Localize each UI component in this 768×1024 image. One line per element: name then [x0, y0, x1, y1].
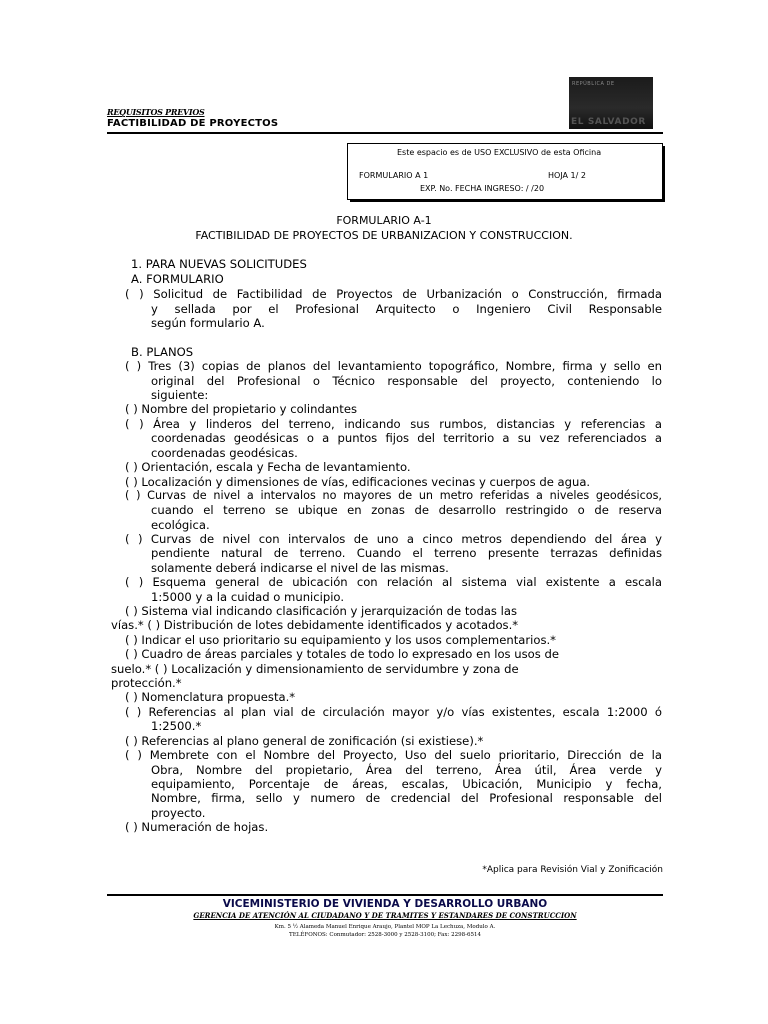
form-subtitle: FACTIBILIDAD DE PROYECTOS DE URBANIZACION Y CONSTRUCCION.: [195, 229, 573, 242]
list-item-continuation: protección.*: [111, 676, 182, 690]
list-item-continuation: Obra, Nombre del propietario, Área del terreno, Área útil, Área verde y: [151, 763, 662, 777]
footer-phones: TELÉFONOS: Conmutador: 2528-3000 y 2528-3100; Fax: 2298-6514: [289, 932, 481, 938]
subsection-heading: B. PLANOS: [131, 345, 194, 359]
list-item: ( ) Sistema vial indicando clasificación y jerarquización de todas las: [125, 604, 518, 618]
office-use-note: Este espacio es de USO EXCLUSIVO de esta Oficina: [397, 148, 602, 157]
subsection-heading: A. FORMULARIO: [131, 272, 224, 286]
list-item-continuation: coordenadas geodésicas.: [151, 446, 298, 460]
list-item-continuation: siguiente:: [151, 388, 209, 402]
list-item-continuation: equipamiento, Porcentaje de áreas, escalas, Ubicación, Municipio y fecha,: [151, 777, 662, 791]
list-item: ( ) Membrete con el Nombre del Proyecto, Uso del suelo prioritario, Dirección de la: [125, 748, 662, 762]
list-item: ( ) Orientación, escala y Fecha de levantamiento.: [125, 460, 411, 474]
logo-top-text: REPÚBLICA DE: [572, 81, 615, 87]
header-title: FACTIBILIDAD DE PROYECTOS: [107, 118, 279, 129]
list-item-continuation: coordenadas geodésicas o a puntos fijos del territorio a su vez referenciados a: [151, 431, 662, 445]
list-item: ( ) Tres (3) copias de planos del levantamiento topográfico, Nombre, firma y sello en: [125, 359, 662, 373]
list-item-continuation: 1:5000 y a la cuidad o municipio.: [151, 590, 345, 604]
list-item-continuation: original del Profesional o Técnico responsable del proyecto, conteniendo lo: [151, 374, 662, 388]
list-item: ( ) Referencias al plan vial de circulación mayor y/o vías existentes, escala 1:2000 ó: [125, 705, 662, 719]
list-item-continuation: proyecto.: [151, 806, 206, 820]
list-item-continuation: Nombre, firma, sello y numero de credencial del Profesional responsable del: [151, 791, 662, 805]
expedient-field: EXP. No. FECHA INGRESO: / /20: [420, 184, 545, 193]
form-title: FORMULARIO A-1: [336, 214, 432, 227]
list-item: ( ) Curvas de nivel a intervalos no mayores de un metro referidas a niveles geodésicos,: [125, 489, 662, 502]
logo-text: EL SALVADOR: [571, 117, 646, 127]
list-item-continuation: cuando el terreno se ubique en zonas de desarrollo restringido o de reserva: [151, 503, 662, 517]
section-heading: 1. PARA NUEVAS SOLICITUDES: [131, 257, 307, 271]
office-use-box: [347, 143, 663, 200]
list-item-continuation: según formulario A.: [151, 316, 265, 330]
footer-organization: VICEMINISTERIO DE VIVIENDA Y DESARROLLO URBANO: [222, 898, 548, 910]
list-item: ( ) Localización y dimensiones de vías, edificaciones vecinas y cuerpos de agua.: [125, 475, 591, 489]
list-item-continuation: pendiente natural de terreno. Cuando el terreno presente terrazas definidas: [151, 546, 662, 560]
list-item: suelo.* ( ) Localización y dimensionamiento de servidumbre y zona de: [111, 662, 519, 676]
page-number: HOJA 1/ 2: [548, 171, 586, 180]
list-item-continuation: 1:2500.*: [151, 719, 202, 733]
list-item: ( ) Esquema general de ubicación con relación al sistema vial existente a escala: [125, 575, 662, 589]
list-item-continuation: solamente deberá indicarse el nivel de las mismas.: [151, 561, 449, 575]
list-item: ( ) Solicitud de Factibilidad de Proyectos de Urbanización o Construcción, firmada: [125, 287, 662, 301]
footer-address: Km. 5 ½ Alameda Manuel Enrique Araujo, Plantel MOP La Lechuza, Modulo A.: [274, 924, 496, 930]
footer-department: GERENCIA DE ATENCIÓN AL CIUDADANO Y DE TRAMITES Y ESTANDARES DE CONSTRUCCION: [193, 911, 577, 920]
list-item: ( ) Curvas de nivel con intervalos de uno a cinco metros dependiendo del área y: [125, 532, 662, 546]
list-item: ( ) Referencias al plano general de zonificación (si existiese).*: [125, 734, 484, 748]
footer-divider: [107, 894, 663, 896]
list-item: ( ) Indicar el uso prioritario su equipamiento y los usos complementarios.*: [125, 633, 556, 647]
list-item: ( ) Numeración de hojas.: [125, 820, 269, 834]
list-item: ( ) Área y linderos del terreno, indicando sus rumbos, distancias y referencias a: [125, 417, 662, 431]
form-code: FORMULARIO A 1: [359, 171, 429, 180]
list-item: ( ) Nombre del propietario y colindantes: [125, 402, 357, 416]
government-logo: [569, 77, 653, 129]
list-item: vías.* ( ) Distribución de lotes debidamente identificados y acotados.*: [111, 618, 519, 632]
footnote: *Aplica para Revisión Vial y Zonificación: [482, 865, 663, 875]
list-item-continuation: y sellada por el Profesional Arquitecto o Ingeniero Civil Responsable: [151, 302, 662, 316]
list-item-continuation: ecológica.: [151, 518, 210, 532]
header-divider: [107, 132, 663, 134]
list-item: ( ) Nomenclatura propuesta.*: [125, 690, 296, 704]
list-item: ( ) Cuadro de áreas parciales y totales de todo lo expresado en los usos de: [125, 647, 559, 661]
header-small-label: REQUISITOS PREVIOS: [107, 107, 205, 117]
